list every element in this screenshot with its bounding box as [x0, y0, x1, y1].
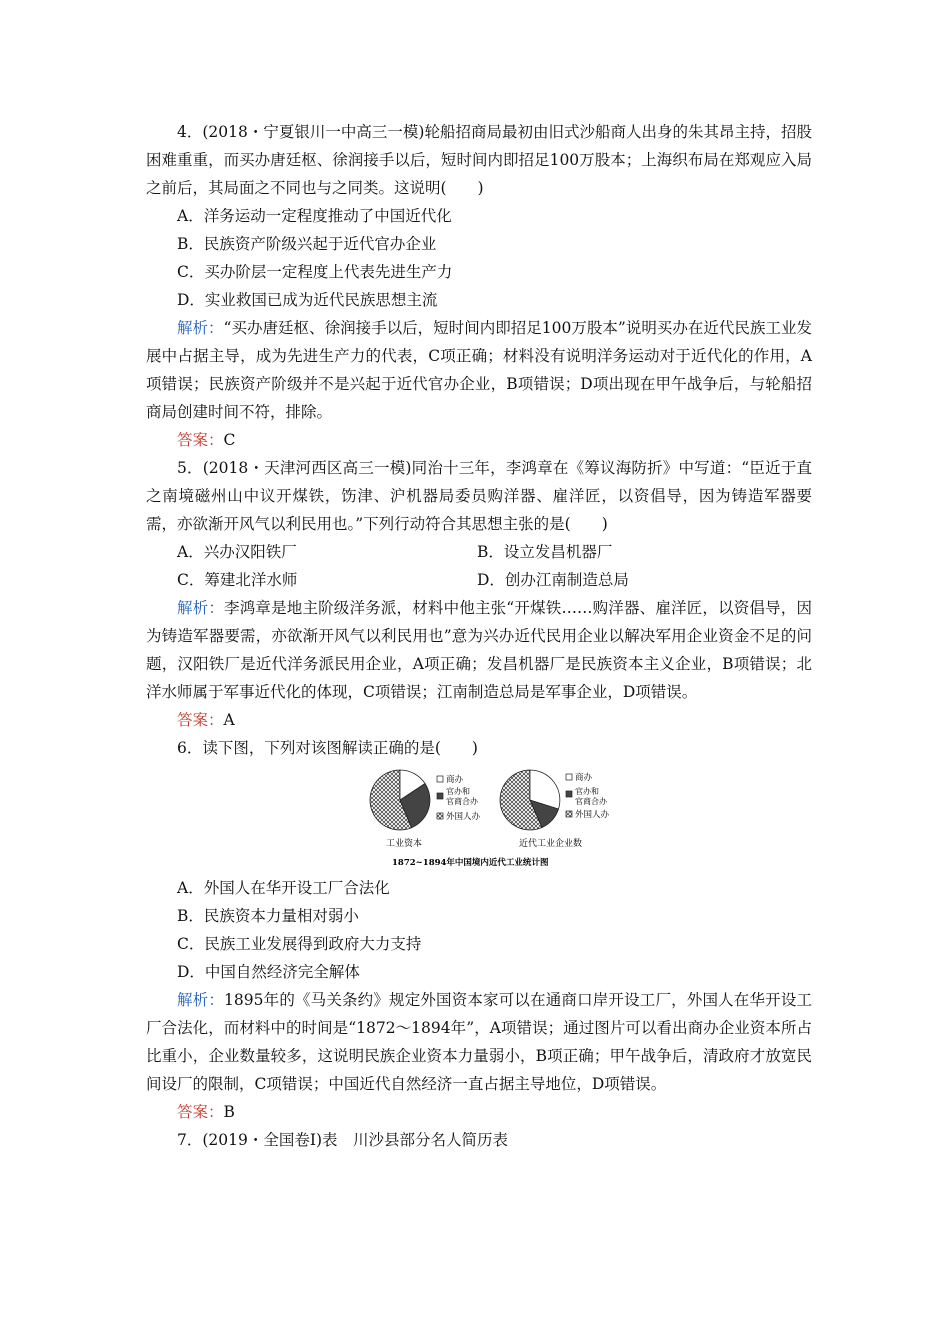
- right-legend: [566, 772, 610, 820]
- q6-answer-label: 答案：: [177, 1103, 224, 1121]
- q5-option-d: D．创办江南制造总局: [477, 571, 629, 589]
- q4-answer-label: 答案：: [177, 431, 224, 449]
- q7-stem: 7．(2019・全国卷Ⅰ)表 川沙县部分名人简历表: [177, 1131, 509, 1149]
- q4-option-a: A．洋务运动一定程度推动了中国近代化: [177, 207, 452, 225]
- legend-official-swatch: [437, 793, 443, 799]
- q5-analysis-label: 解析：: [177, 599, 225, 617]
- q5-analysis: [146, 594, 812, 706]
- right-legend-official-text-2: 官商合办: [575, 797, 607, 806]
- q6-figure: [146, 766, 812, 872]
- q4-analysis-label: 解析：: [177, 319, 224, 337]
- q5-option-a: A．兴办汉阳铁厂: [177, 543, 297, 561]
- q6-option-d: D．中国自然经济完全解体: [177, 963, 360, 981]
- q5-option-b: B．设立发昌机器厂: [477, 543, 613, 561]
- q5-options-row-1: [146, 538, 812, 566]
- q4-stem: 4．(2018・宁夏银川一中高三一模)轮船招商局最初由旧式沙船商人出身的朱其昂主持，招股困难重重，而买办唐廷枢、徐润接手以后，短时间内即招足100万股本；上海织布局在郑观应入局之前后，其局面之不同也与之同类。这说明( ): [146, 123, 812, 197]
- q4-option-d: D．实业救国已成为近代民族思想主流: [177, 291, 438, 309]
- q5-stem: 5．(2018・天津河西区高三一模)同治十三年，李鸿章在《筹议海防折》中写道：“臣近于直之南境磁州山中议开煤铁，饬津、沪机器局委员购洋器、雇洋匠，以资倡导，因为铸造军器要需，亦欲渐开风气以利民用也。”下列行动符合其思想主张的是( ): [146, 459, 812, 533]
- right-pie-chart: [500, 770, 560, 830]
- q6-answer-value: B: [223, 1103, 235, 1121]
- q4-answer: [146, 426, 812, 454]
- left-legend-official-text: 官办和: [446, 787, 470, 796]
- q4-option-c: C．买办阶层一定程度上代表先进生产力: [177, 263, 453, 281]
- q5-answer-value: A: [223, 711, 235, 729]
- q6-option-b: B．民族资本力量相对弱小: [177, 907, 359, 925]
- figure-caption: 1872~1894年中国境内近代工业统计图: [392, 858, 549, 868]
- right-legend-foreign: 外国人办: [575, 810, 610, 820]
- q6-option-c: C．民族工业发展得到政府大力支持: [177, 935, 422, 953]
- left-legend-official-text-2: 官商合办: [446, 797, 478, 806]
- q5-analysis-text: 李鸿章是地主阶级洋务派，材料中他主张“开煤铁……购洋器、雇洋匠，以资倡导，因为铸造军器要需，亦欲渐开风气以利民用也”意为兴办近代民用企业以解决军用企业资金不足的问题，汉阳铁厂是近代洋务派民用企业，A项正确；发昌机器厂是民族资本主义企业，B项错误；北洋水师属于军事近代化的体现，C项错误；江南制造总局是军事企业，D项错误。: [146, 599, 812, 701]
- right-legend-official-text-1: 官办和: [575, 787, 599, 796]
- q4-analysis: [146, 314, 812, 426]
- q6-option-a: A．外国人在华开设工厂合法化: [177, 879, 390, 897]
- q6-stem: 6．读下图，下列对该图解读正确的是( ): [177, 739, 478, 757]
- right-pie-label: 近代工业企业数: [519, 839, 583, 849]
- q6-analysis-label: 解析：: [177, 991, 225, 1009]
- right-legend-merchant: 商办: [575, 773, 593, 783]
- legend-foreign-swatch: [437, 813, 443, 819]
- left-legend-merchant: 商办: [446, 775, 464, 785]
- q5-options-row-2: [146, 566, 812, 594]
- left-pie-chart: [370, 770, 430, 830]
- left-legend-official: [446, 786, 479, 806]
- q6-analysis-text: 1895年的《马关条约》规定外国资本家可以在通商口岸开设工厂，外国人在华开设工厂合法化，而材料中的时间是“1872～1894年”，A项错误；通过图片可以看出商办企业资本所占比重小，企业数量较多，这说明民族企业资本力量弱小，B项正确；甲午战争后，清政府才放宽民间设厂的限制，C项错误；中国近代自然经济一直占据主导地位，D项错误。: [146, 991, 812, 1093]
- q4-answer-value: C: [223, 431, 236, 449]
- q5-answer: [146, 706, 812, 734]
- q5-answer-label: 答案：: [177, 711, 224, 729]
- left-pie-label: 工业资本: [386, 839, 423, 849]
- industry-pie-figure: [364, 766, 624, 870]
- document-content: [146, 118, 812, 1154]
- q4-option-b: B．民族资产阶级兴起于近代官办企业: [177, 235, 437, 253]
- legend-merchant-swatch: [437, 776, 443, 782]
- left-legend: [437, 774, 481, 822]
- q6-analysis: [146, 986, 812, 1098]
- q4-analysis-text: “买办唐廷枢、徐润接手以后，短时间内即招足100万股本”说明买办在近代民族工业发展中占据主导，成为先进生产力的代表，C项正确；材料没有说明洋务运动对于近代化的作用，A项错误；民族资产阶级并不是兴起于近代官办企业，B项错误；D项出现在甲午战争后，与轮船招商局创建时间不符，排除。: [146, 319, 812, 421]
- q6-answer: [146, 1098, 812, 1126]
- left-legend-foreign: 外国人办: [446, 812, 481, 822]
- right-legend-official: [575, 786, 608, 806]
- q5-option-c: C．筹建北洋水师: [177, 571, 298, 589]
